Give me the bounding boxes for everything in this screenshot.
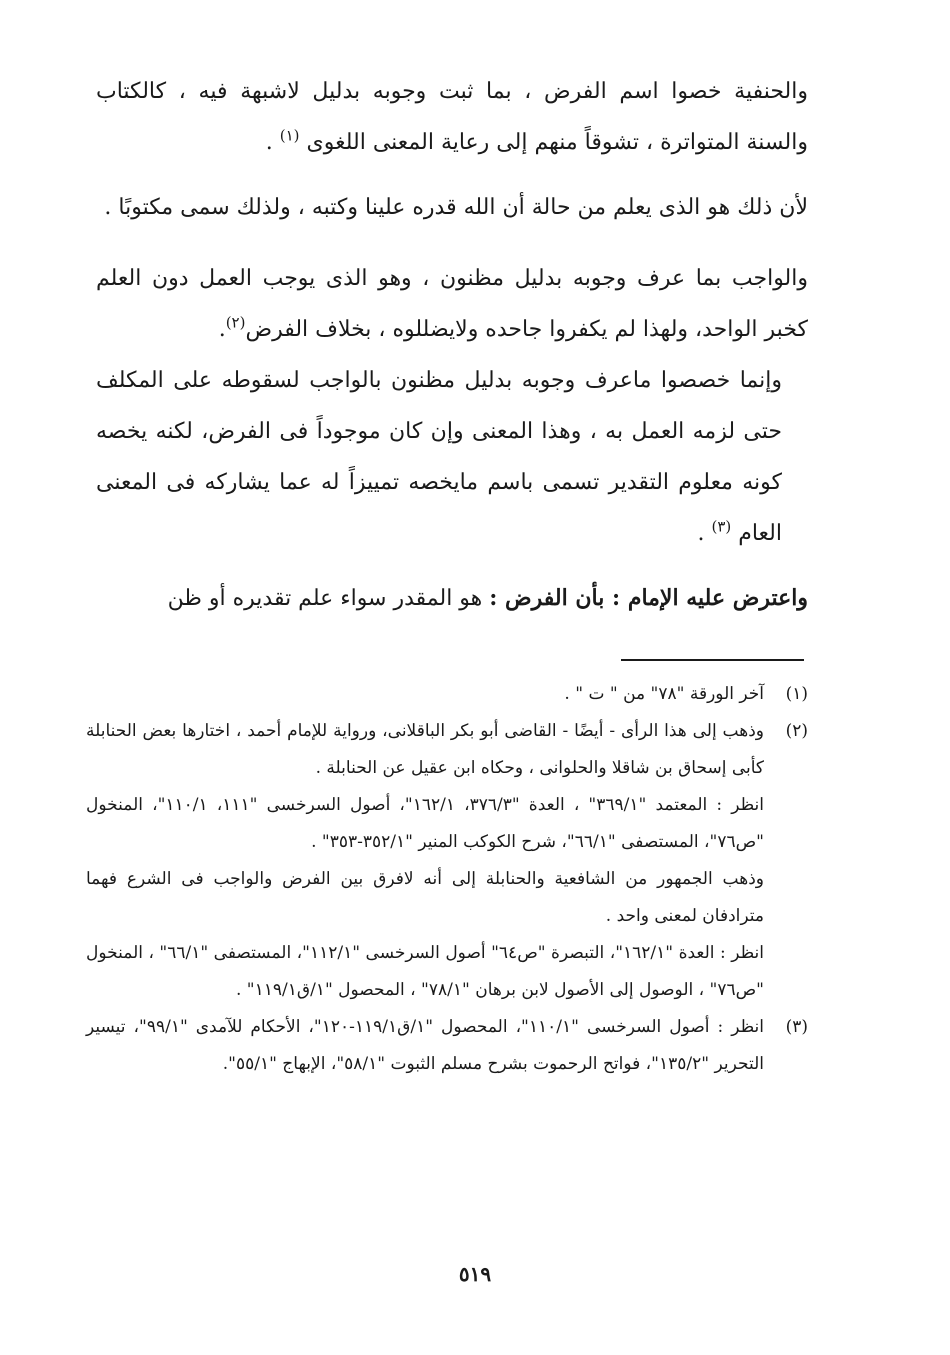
page-number: ٥١٩ <box>458 1262 492 1286</box>
paragraph-1 <box>96 66 808 168</box>
footnote-text: انظر : العدة "١٦٢/١"، التبصرة "ص٦٤" أصول السرخسى "١١٢/١"، المستصفى "٦٦/١" ، المنخول "ص٧٦" ، الوصول إلى الأصول لابن برهان "٧٨/١" ، المحصول "١/ق١١٩/١" . <box>86 943 764 1000</box>
footnote-text: انظر : أصول السرخسى "١١٠/١"، المحصول "١/ق١١٩/١-١٢٠"، الأحكام للآمدى "٩٩/١"، تيسير التحرير "١٣٥/٢"، فواتح الرحموت بشرح مسلم الثبوت "٥٨/١"، الإبهاج "٥٥/١". <box>86 1017 765 1074</box>
main-text <box>96 66 808 624</box>
paragraph-1-end: . <box>265 130 280 155</box>
paragraph-1-text: والحنفية خصوا اسم الفرض ، بما ثبت وجوبه بدليل لاشبهة فيه ، كالكتاب والسنة المتواترة ، تشوقاً منهم إلى رعاية المعنى اللغوى <box>96 79 808 155</box>
footnote-ref-1[interactable]: (١) <box>279 126 300 145</box>
footnotes <box>86 676 808 1083</box>
paragraph-2 <box>96 182 808 233</box>
paragraph-4-text: وإنما خصصوا ماعرف وجوبه بدليل مظنون بالواجب لسقوطه على المكلف حتى لزمه العمل به ، وهذا المعنى وإن كان موجوداً فى الفرض، لكنه يخصه كونه معلوم التقدير تسمى باسم مايخصه تمييزاً له عما يشاركه فى المعنى العام <box>96 368 782 546</box>
paragraph-3-end: . <box>218 317 226 342</box>
paragraph-3 <box>96 253 808 355</box>
footnote-ref-3[interactable]: (٣) <box>711 517 732 536</box>
footnote-number: (٣) <box>785 1017 808 1037</box>
footnote-separator <box>621 659 804 661</box>
footnote-text: وذهب الجمهور من الشافعية والحنابلة إلى أنه لافرق بين الفرض والواجب فى الشرع فهما مترادفان لمعنى واحد . <box>86 869 764 926</box>
footnote-text: انظر : المعتمد "٣٦٩/١" ، العدة "٣٧٦/٣، ١٦٢/١"، أصول السرخسى "١١١، ١١٠/١"، المنخول "ص٧٦"، المستصفى "٦٦/١"، شرح الكوكب المنير "٣٥٢/١-٣٥٣" . <box>86 795 765 852</box>
footnote-number: (١) <box>785 684 808 704</box>
paragraph-4-end: . <box>697 521 712 546</box>
footnote-2 <box>86 713 808 1009</box>
footnote-3 <box>86 1009 808 1083</box>
footnote-ref-2[interactable]: (٢) <box>225 313 246 332</box>
paragraph-4 <box>96 355 808 559</box>
paragraph-5 <box>96 573 808 624</box>
paragraph-5-text: هو المقدر سواء علم تقديره أو ظن <box>167 586 490 611</box>
paragraph-2-text: لأن ذلك هو الذى يعلم من حالة أن الله قدره علينا وكتبه ، ولذلك سمى مكتوبًا . <box>104 195 808 220</box>
footnote-1 <box>86 676 808 713</box>
footnote-number: (٢) <box>785 721 808 741</box>
footnote-text: آخر الورقة "٧٨" من " ت " . <box>564 684 764 704</box>
paragraph-3-text: والواجب بما عرف وجوبه بدليل مظنون ، وهو الذى يوجب العمل دون العلم كخبر الواحد، ولهذا لم يكفروا جاحده ولايضللوه ، بخلاف الفرض <box>96 266 808 342</box>
footnote-text: وذهب إلى هذا الرأى - أيضًا - القاضى أبو بكر الباقلانى، ورواية للإمام أحمد ، اختارها بعض الحنابلة كأبى إسحاق بن شاقلا والحلوانى ، وحكاه ابن عقيل عن الحنابلة . <box>86 721 764 778</box>
paragraph-5-lead: واعترض عليه الإمام : بأن الفرض : <box>489 585 808 611</box>
